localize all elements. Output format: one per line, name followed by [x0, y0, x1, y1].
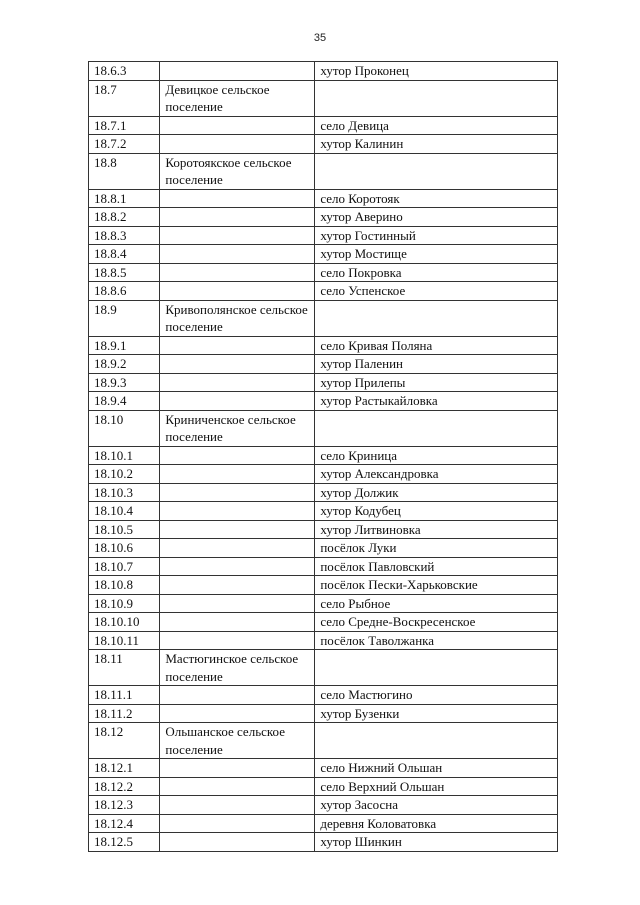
row-number-cell: 18.8.1 — [89, 189, 160, 208]
table-row — [89, 373, 558, 392]
table-row — [89, 263, 558, 282]
table-row — [89, 833, 558, 852]
settlement-cell — [160, 814, 315, 833]
table-row — [89, 539, 558, 558]
locality-cell: хутор Шинкин — [315, 833, 558, 852]
row-number-cell: 18.12.3 — [89, 796, 160, 815]
settlement-cell — [160, 336, 315, 355]
row-number-cell: 18.10 — [89, 410, 160, 446]
row-number-cell: 18.10.4 — [89, 502, 160, 521]
row-number-cell: 18.9.4 — [89, 392, 160, 411]
table-row — [89, 613, 558, 632]
locality-cell: хутор Засосна — [315, 796, 558, 815]
row-number-cell: 18.10.8 — [89, 576, 160, 595]
row-number-cell: 18.8.4 — [89, 245, 160, 264]
row-number-cell: 18.8 — [89, 153, 160, 189]
table-row — [89, 153, 558, 189]
page-number: 35 — [313, 32, 327, 44]
table-row — [89, 226, 558, 245]
settlement-cell — [160, 686, 315, 705]
settlement-cell — [160, 226, 315, 245]
row-number-cell: 18.8.3 — [89, 226, 160, 245]
row-number-cell: 18.10.3 — [89, 483, 160, 502]
locality-cell: хутор Должик — [315, 483, 558, 502]
table-row — [89, 208, 558, 227]
locality-cell: село Успенское — [315, 282, 558, 301]
locality-cell: хутор Гостинный — [315, 226, 558, 245]
table-row — [89, 814, 558, 833]
settlement-cell: Мастюгинское сельское поселение — [160, 650, 315, 686]
locality-cell — [315, 410, 558, 446]
table-row — [89, 465, 558, 484]
locality-cell: село Коротояк — [315, 189, 558, 208]
row-number-cell: 18.9 — [89, 300, 160, 336]
settlement-cell — [160, 355, 315, 374]
settlement-cell: Ольшанское сельское поселение — [160, 723, 315, 759]
locality-cell: село Покровка — [315, 263, 558, 282]
row-number-cell: 18.6.3 — [89, 62, 160, 81]
table-row — [89, 631, 558, 650]
table-row — [89, 80, 558, 116]
table-row — [89, 686, 558, 705]
locality-cell: деревня Коловатовка — [315, 814, 558, 833]
table-row — [89, 796, 558, 815]
locality-cell: хутор Паленин — [315, 355, 558, 374]
table-row — [89, 336, 558, 355]
settlement-cell — [160, 539, 315, 558]
row-number-cell: 18.10.7 — [89, 557, 160, 576]
locality-cell: хутор Бузенки — [315, 704, 558, 723]
settlement-cell — [160, 373, 315, 392]
settlement-cell — [160, 833, 315, 852]
locality-cell: хутор Проконец — [315, 62, 558, 81]
row-number-cell: 18.8.2 — [89, 208, 160, 227]
row-number-cell: 18.11.2 — [89, 704, 160, 723]
table-row — [89, 704, 558, 723]
locality-cell: хутор Литвиновка — [315, 520, 558, 539]
row-number-cell: 18.11.1 — [89, 686, 160, 705]
settlement-cell — [160, 245, 315, 264]
table-row — [89, 135, 558, 154]
row-number-cell: 18.9.1 — [89, 336, 160, 355]
locality-cell: село Кривая Поляна — [315, 336, 558, 355]
row-number-cell: 18.10.1 — [89, 446, 160, 465]
table-row — [89, 520, 558, 539]
row-number-cell: 18.12.2 — [89, 777, 160, 796]
table-row — [89, 300, 558, 336]
settlement-cell — [160, 263, 315, 282]
settlement-cell — [160, 704, 315, 723]
locality-cell — [315, 153, 558, 189]
row-number-cell: 18.10.6 — [89, 539, 160, 558]
settlement-cell — [160, 189, 315, 208]
locality-cell — [315, 723, 558, 759]
row-number-cell: 18.10.5 — [89, 520, 160, 539]
settlement-cell — [160, 135, 315, 154]
table-row — [89, 355, 558, 374]
settlement-cell: Кривополянское сельское поселение — [160, 300, 315, 336]
row-number-cell: 18.10.9 — [89, 594, 160, 613]
table-row — [89, 62, 558, 81]
row-number-cell: 18.8.5 — [89, 263, 160, 282]
settlement-cell — [160, 613, 315, 632]
settlements-table — [88, 61, 558, 852]
settlement-cell — [160, 282, 315, 301]
locality-cell — [315, 650, 558, 686]
row-number-cell: 18.9.2 — [89, 355, 160, 374]
settlement-cell — [160, 392, 315, 411]
table-row — [89, 594, 558, 613]
settlement-cell — [160, 446, 315, 465]
settlement-cell — [160, 208, 315, 227]
locality-cell: хутор Мостище — [315, 245, 558, 264]
table-row — [89, 650, 558, 686]
table-row — [89, 576, 558, 595]
locality-cell: посёлок Луки — [315, 539, 558, 558]
locality-cell: посёлок Пески-Харьковские — [315, 576, 558, 595]
settlement-cell — [160, 483, 315, 502]
settlement-cell — [160, 62, 315, 81]
locality-cell: село Средне-Воскресенское — [315, 613, 558, 632]
table-row — [89, 392, 558, 411]
locality-cell: село Девица — [315, 116, 558, 135]
settlement-cell — [160, 465, 315, 484]
table-row — [89, 282, 558, 301]
locality-cell: хутор Прилепы — [315, 373, 558, 392]
table-row — [89, 446, 558, 465]
row-number-cell: 18.8.6 — [89, 282, 160, 301]
locality-cell — [315, 300, 558, 336]
table-row — [89, 116, 558, 135]
settlement-cell: Коротоякское сельское поселение — [160, 153, 315, 189]
settlement-cell — [160, 116, 315, 135]
settlement-cell — [160, 759, 315, 778]
table-row — [89, 557, 558, 576]
locality-cell: хутор Кодубец — [315, 502, 558, 521]
settlement-cell: Криниченское сельское поселение — [160, 410, 315, 446]
settlement-cell — [160, 576, 315, 595]
table-row — [89, 189, 558, 208]
settlement-cell: Девицкое сельское поселение — [160, 80, 315, 116]
row-number-cell: 18.10.2 — [89, 465, 160, 484]
locality-cell: село Криница — [315, 446, 558, 465]
locality-cell: посёлок Таволжанка — [315, 631, 558, 650]
row-number-cell: 18.12.1 — [89, 759, 160, 778]
locality-cell — [315, 80, 558, 116]
locality-cell: хутор Аверино — [315, 208, 558, 227]
locality-cell: посёлок Павловский — [315, 557, 558, 576]
locality-cell: село Мастюгино — [315, 686, 558, 705]
settlement-cell — [160, 502, 315, 521]
row-number-cell: 18.11 — [89, 650, 160, 686]
settlement-cell — [160, 631, 315, 650]
table-row — [89, 502, 558, 521]
table-row — [89, 759, 558, 778]
locality-cell: село Верхний Ольшан — [315, 777, 558, 796]
row-number-cell: 18.12.4 — [89, 814, 160, 833]
locality-cell: хутор Растыкайловка — [315, 392, 558, 411]
locality-cell: село Нижний Ольшан — [315, 759, 558, 778]
settlement-cell — [160, 777, 315, 796]
table-row — [89, 777, 558, 796]
settlement-cell — [160, 796, 315, 815]
row-number-cell: 18.7.1 — [89, 116, 160, 135]
settlement-cell — [160, 557, 315, 576]
settlement-cell — [160, 594, 315, 613]
settlement-cell — [160, 520, 315, 539]
locality-cell: хутор Калинин — [315, 135, 558, 154]
row-number-cell: 18.7 — [89, 80, 160, 116]
locality-cell: хутор Александровка — [315, 465, 558, 484]
locality-cell: село Рыбное — [315, 594, 558, 613]
row-number-cell: 18.9.3 — [89, 373, 160, 392]
table-row — [89, 245, 558, 264]
row-number-cell: 18.10.11 — [89, 631, 160, 650]
row-number-cell: 18.12.5 — [89, 833, 160, 852]
table-row — [89, 723, 558, 759]
row-number-cell: 18.10.10 — [89, 613, 160, 632]
table-row — [89, 483, 558, 502]
row-number-cell: 18.7.2 — [89, 135, 160, 154]
row-number-cell: 18.12 — [89, 723, 160, 759]
table-row — [89, 410, 558, 446]
